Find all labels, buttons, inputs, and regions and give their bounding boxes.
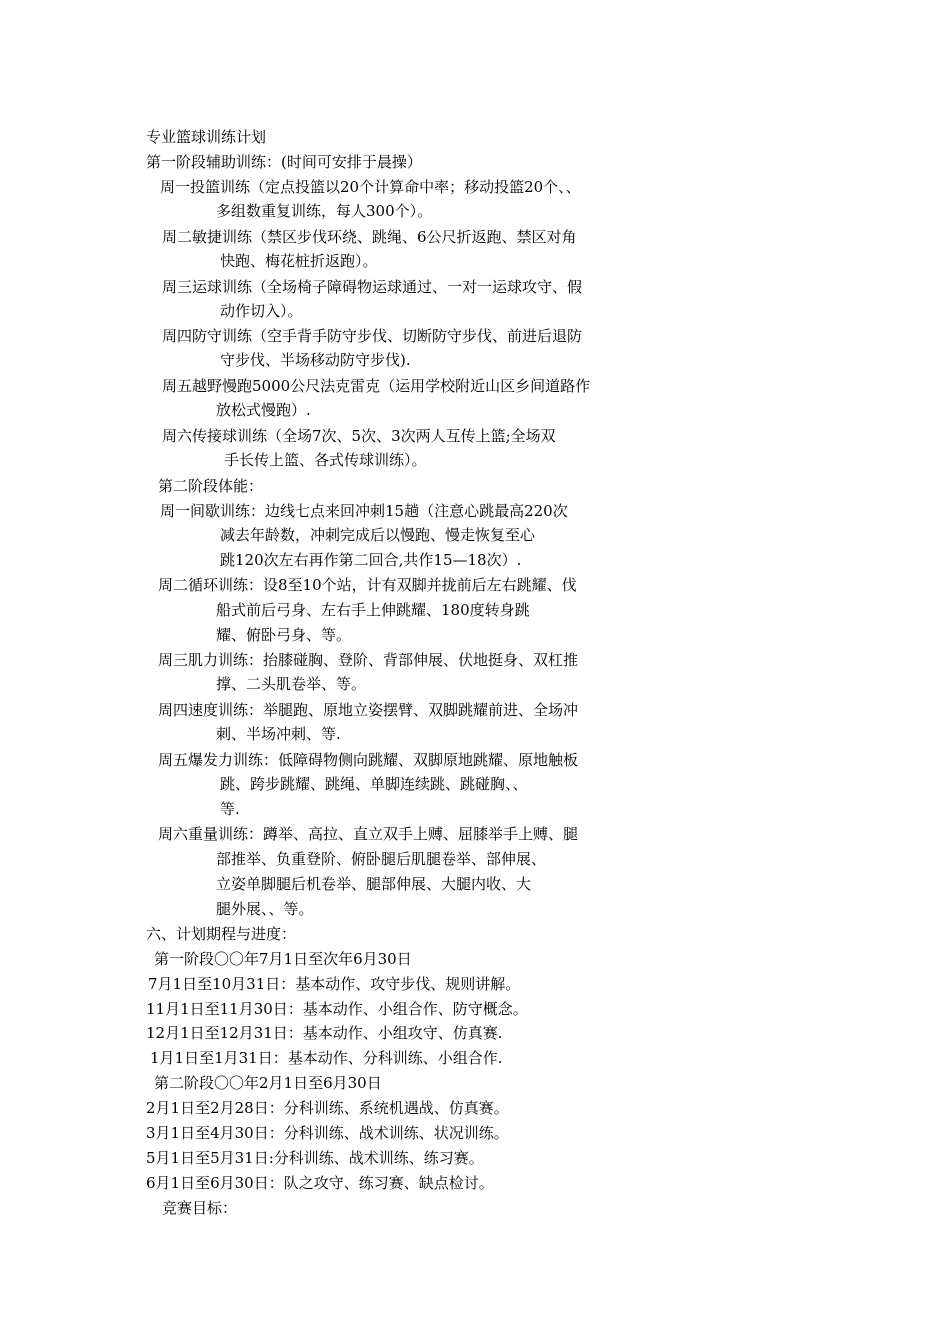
phase1-item-thu-line2: 守步伐、半场移动防守步伐). xyxy=(220,351,411,369)
phase2-item-sat-line4: 腿外展、、等。 xyxy=(216,900,314,918)
phase1-item-tue-line2: 快跑、梅花桩折返跑）。 xyxy=(220,252,378,270)
schedule-phase2-row: 2月1日至2月28日：分科训练、系统机遇战、仿真赛。 xyxy=(146,1099,509,1117)
phase1-item-tue-line1: 周二敏捷训练（禁区步伐环绕、跳绳、6公尺折返跑、禁区对角 xyxy=(162,228,577,246)
phase2-item-sat-line2: 部推举、负重登阶、俯卧腿后肌腿卷举、部伸展、 xyxy=(216,850,547,868)
schedule-phase2-row: 5月1日至5月31日:分科训练、战术训练、练习赛。 xyxy=(146,1149,484,1167)
schedule-heading: 六、计划期程与进度： xyxy=(146,925,297,943)
competition-goal-heading: 竞赛目标： xyxy=(162,1199,238,1217)
schedule-phase1-row: 7月1日至10月31日：基本动作、攻守步伐、规则讲解。 xyxy=(148,975,521,993)
phase2-item-sat-line1: 周六重量训练：蹲举、高拉、直立双手上赙、屈膝举手上赙、腿 xyxy=(158,825,579,843)
phase2-item-fri-line3: 等. xyxy=(220,800,240,818)
schedule-phase1-row: 1月1日至1月31日：基本动作、分科训练、小组合作. xyxy=(150,1049,503,1067)
schedule-phase1-row: 11月1日至11月30日：基本动作、小组合作、防守概念。 xyxy=(146,1000,528,1018)
schedule-phase1-heading: 第一阶段〇〇年7月1日至次年6月30日 xyxy=(154,950,412,968)
phase1-item-mon-line1: 周一投篮训练（定点投篮以20个计算命中率；移动投篮20个、、 xyxy=(160,178,581,196)
phase1-item-mon-line2: 多组数重复训练，每人300个）。 xyxy=(216,202,433,220)
phase1-item-fri-line2: 放松式慢跑）. xyxy=(216,401,311,419)
phase2-item-tue-line3: 耀、俯卧弓身、等。 xyxy=(216,626,352,644)
phase2-item-mon-line3: 跳120次左右再作第二回合,共作15—18次）. xyxy=(220,551,522,569)
phase2-item-mon-line1: 周一间歇训练：边线七点来回冲刺15趟（注意心跳最高220次 xyxy=(160,502,568,520)
phase2-item-mon-line2: 减去年龄数，冲刺完成后以慢跑、慢走恢复至心 xyxy=(220,526,536,544)
phase1-item-thu-line1: 周四防守训练（空手背手防守步伐、切断防守步伐、前进后退防 xyxy=(162,327,583,345)
document-title: 专业篮球训练计划 xyxy=(146,128,267,146)
phase1-heading: 第一阶段辅助训练：(时间可安排于晨操） xyxy=(146,153,422,171)
phase1-item-wed-line1: 周三运球训练（全场椅子障碍物运球通过、一对一运球攻守、假 xyxy=(162,278,583,296)
phase2-item-thu-line1: 周四速度训练：举腿跑、原地立姿摆臂、双脚跳耀前进、全场冲 xyxy=(158,701,579,719)
phase2-item-sat-line3: 立姿单脚腿后机卷举、腿部伸展、大腿内收、大 xyxy=(216,875,532,893)
phase2-item-fri-line1: 周五爆发力训练：低障碍物侧向跳耀、双脚原地跳耀、原地触板 xyxy=(158,751,579,769)
schedule-phase2-heading: 第二阶段〇〇年2月1日至6月30日 xyxy=(154,1074,382,1092)
phase1-item-wed-line2: 动作切入）。 xyxy=(220,302,303,320)
schedule-phase2-row: 3月1日至4月30日：分科训练、战术训练、状况训练。 xyxy=(146,1124,509,1142)
schedule-phase2-row: 6月1日至6月30日：队之攻守、练习赛、缺点检讨。 xyxy=(146,1174,494,1192)
phase2-heading: 第二阶段体能： xyxy=(158,477,264,495)
phase2-item-tue-line2: 船式前后弓身、左右手上伸跳耀、180度转身跳 xyxy=(216,601,530,619)
schedule-phase1-row: 12月1日至12月31日：基本动作、小组攻守、仿真赛. xyxy=(146,1024,503,1042)
phase1-item-sat-line2: 手长传上篮、各式传球训练）。 xyxy=(224,451,427,469)
phase2-item-wed-line1: 周三肌力训练：抬膝碰胸、登阶、背部伸展、伏地挺身、双杠推 xyxy=(158,651,579,669)
phase2-item-thu-line2: 刺、半场冲刺、等. xyxy=(216,725,341,743)
phase1-item-fri-line1: 周五越野慢跑5000公尺法克雷克（运用学校附近山区乡间道路作 xyxy=(162,377,591,395)
phase2-item-tue-line1: 周二循环训练：设8至10个站，计有双脚并拢前后左右跳耀、伐 xyxy=(158,576,577,594)
phase1-item-sat-line1: 周六传接球训练（全场7次、5次、3次两人互传上篮;全场双 xyxy=(162,427,556,445)
phase2-item-fri-line2: 跳、跨步跳耀、跳绳、单脚连续跳、跳碰胸、、 xyxy=(220,775,528,793)
phase2-item-wed-line2: 撑、二头肌卷举、等。 xyxy=(216,675,367,693)
